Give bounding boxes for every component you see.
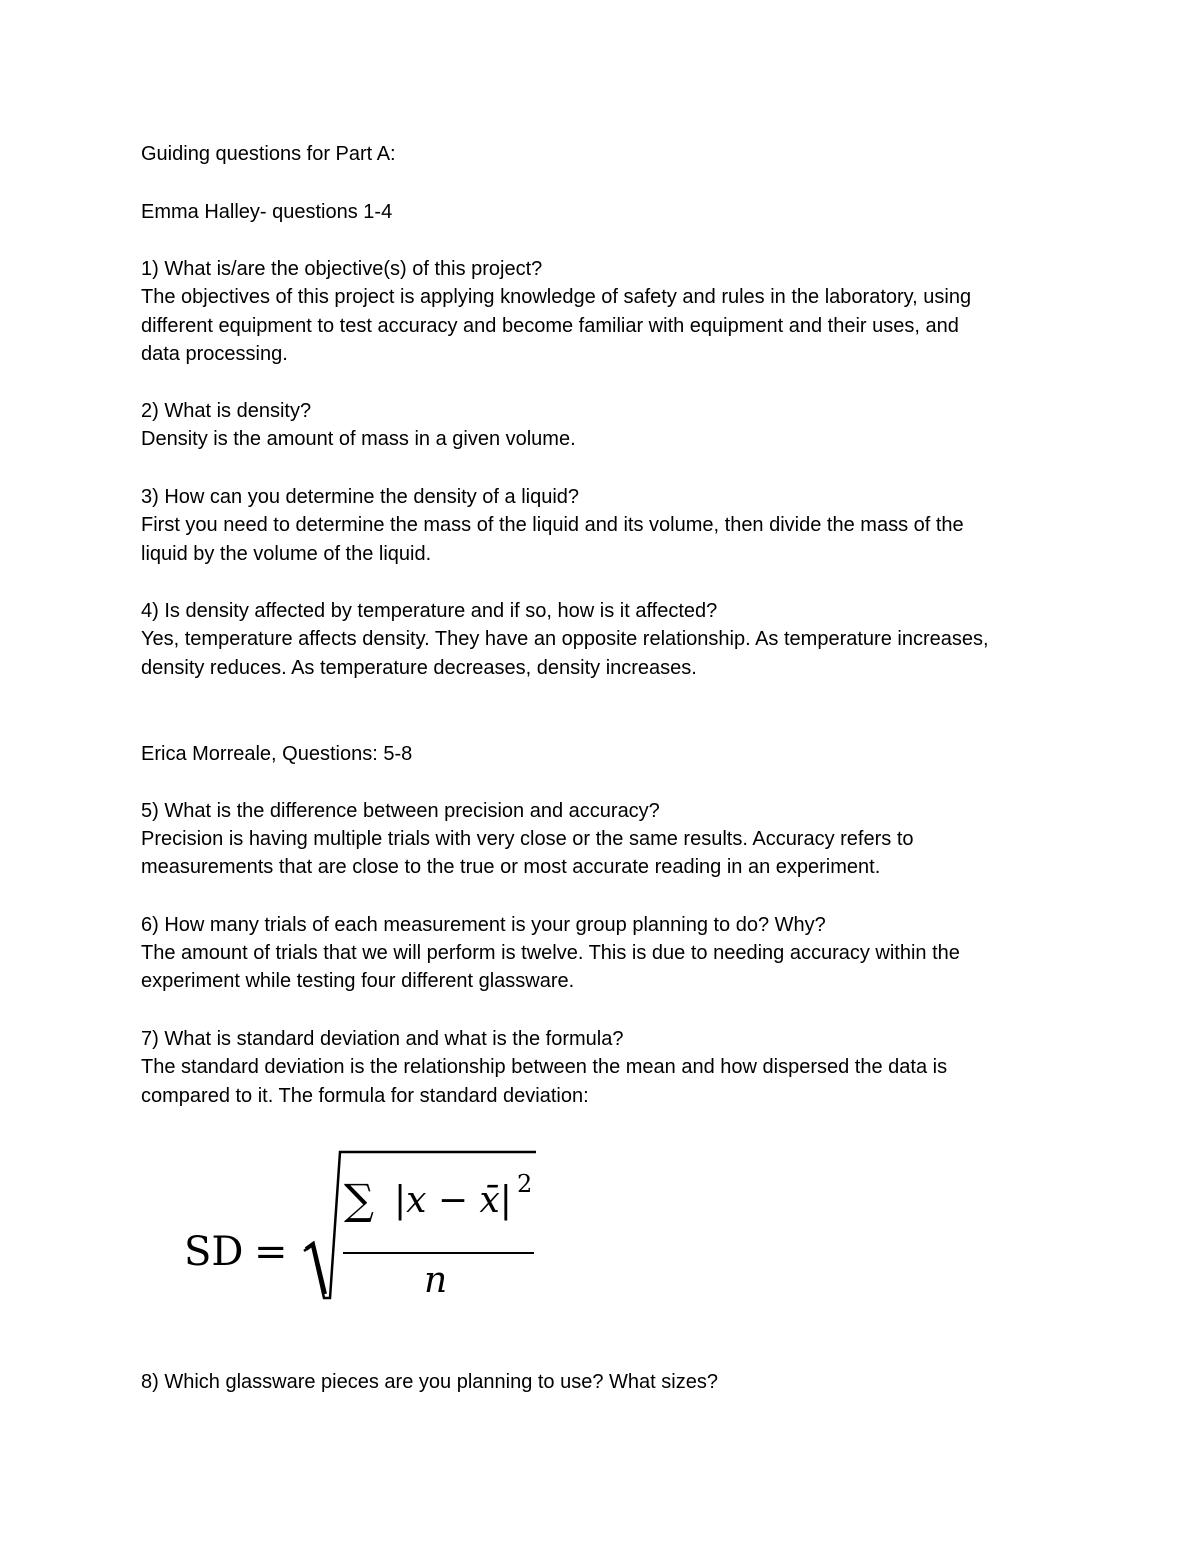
standard-deviation-formula — [180, 1148, 560, 1308]
answer-1-line-2: different equipment to test accuracy and become familiar with equipment and their uses, and — [141, 315, 959, 337]
formula-exponent: 2 — [517, 1170, 533, 1198]
question-5: 5) What is the difference between precision and accuracy? — [141, 800, 660, 822]
answer-4-line-1: Yes, temperature affects density. They have an opposite relationship. As temperature increases, — [141, 628, 989, 650]
question-6: 6) How many trials of each measurement is your group planning to do? Why? — [141, 914, 826, 936]
answer-7-line-1: The standard deviation is the relationship between the mean and how dispersed the data is — [141, 1056, 948, 1078]
answer-6-line-2: experiment while testing four different glassware. — [141, 970, 575, 992]
question-8: 8) Which glassware pieces are you planning to use? What sizes? — [141, 1371, 718, 1393]
answer-5-line-2: measurements that are close to the true or most accurate reading in an experiment. — [141, 856, 881, 878]
formula-equals: = — [254, 1229, 288, 1275]
question-7: 7) What is standard deviation and what is the formula? — [141, 1028, 624, 1050]
section-author-erica: Erica Morreale, Questions: 5-8 — [141, 743, 413, 765]
formula-lhs: SD — [184, 1229, 244, 1275]
answer-3-line-1: First you need to determine the mass of the liquid and its volume, then divide the mass of the — [141, 514, 964, 536]
section-author-emma: Emma Halley- questions 1-4 — [141, 201, 393, 223]
question-1: 1) What is/are the objective(s) of this project? — [141, 258, 543, 280]
square-root-hook — [306, 1244, 325, 1294]
formula-denominator: n — [424, 1260, 448, 1301]
answer-2-line-1: Density is the amount of mass in a given volume. — [141, 428, 576, 450]
page-heading: Guiding questions for Part A: — [141, 143, 396, 165]
square-root-sign — [304, 1152, 536, 1298]
question-2: 2) What is density? — [141, 400, 312, 422]
answer-5-line-1: Precision is having multiple trials with very close or the same results. Accuracy refers to — [141, 828, 914, 850]
answer-1-line-1: The objectives of this project is applying knowledge of safety and rules in the laboratory, using — [141, 286, 972, 308]
answer-6-line-1: The amount of trials that we will perform is twelve. This is due to needing accuracy within the — [141, 942, 960, 964]
answer-7-line-2: compared to it. The formula for standard deviation: — [141, 1085, 589, 1107]
answer-1-line-3: data processing. — [141, 343, 288, 365]
answer-4-line-2: density reduces. As temperature decreases, density increases. — [141, 657, 697, 679]
formula-numerator: |x − x̄| — [394, 1180, 512, 1221]
formula-sigma: ∑ — [344, 1175, 374, 1224]
answer-3-line-2: liquid by the volume of the liquid. — [141, 543, 432, 565]
question-3: 3) How can you determine the density of a liquid? — [141, 486, 580, 508]
question-4: 4) Is density affected by temperature and if so, how is it affected? — [141, 600, 718, 622]
